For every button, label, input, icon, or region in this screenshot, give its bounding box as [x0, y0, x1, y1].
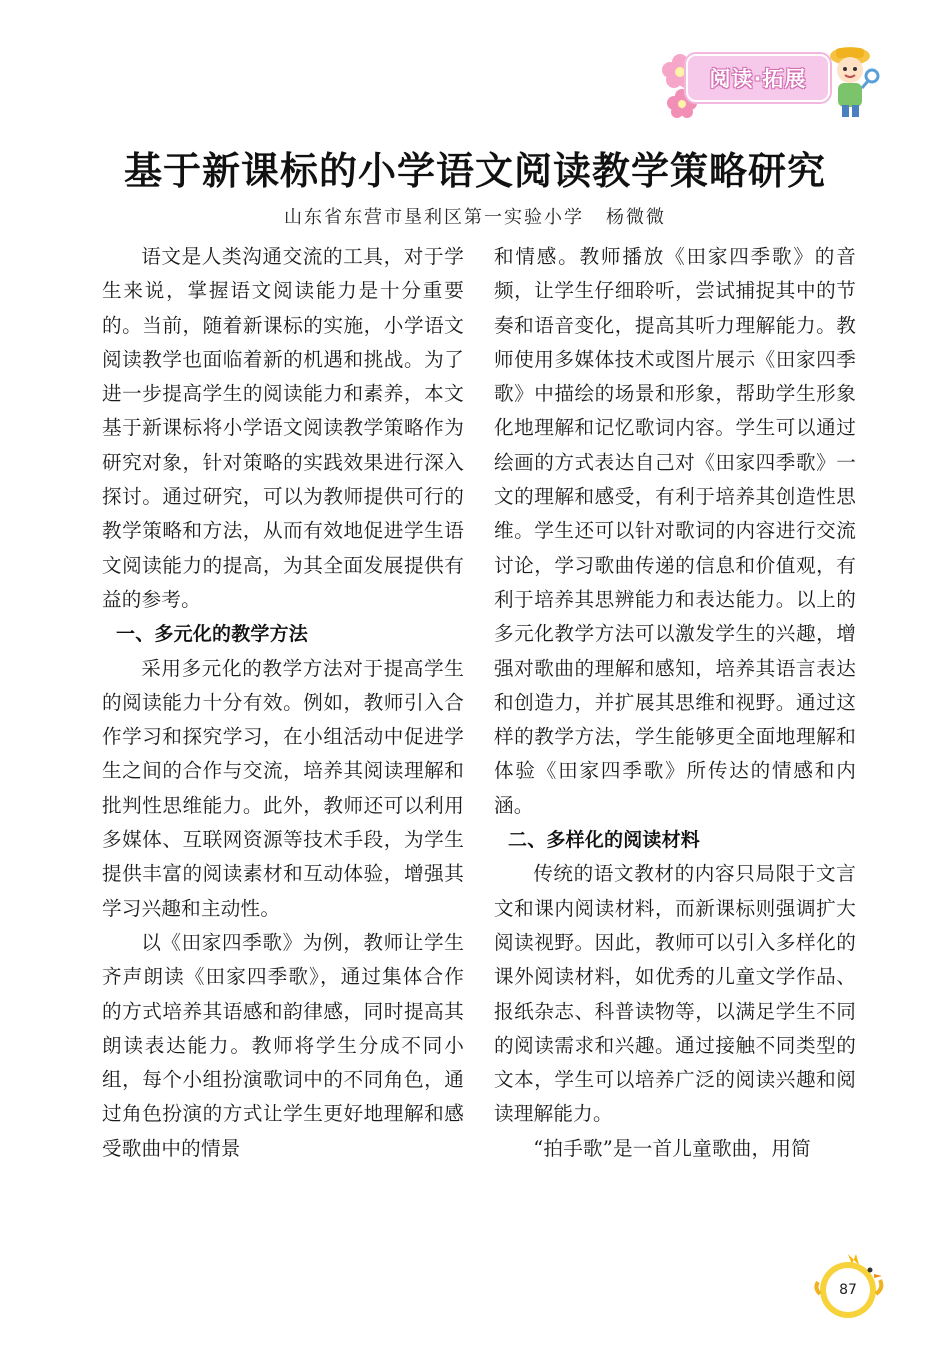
section-badge [658, 42, 878, 120]
paragraph: 传统的语文教材的内容只局限于文言文和课内阅读材料，而新课标则强调扩大阅读视野。因此，教师可以引入多样化的课外阅读材料，如优秀的儿童文学作品、报纸杂志、科普读物等，以满足学生不同的阅读需求和兴趣。通过接触不同类型的文本，学生可以培养广泛的阅读兴趣和阅读理解能力。 [494, 862, 856, 1126]
badge-label: 阅读·拓展 [709, 67, 807, 91]
paragraph: 语文是人类沟通交流的工具，对于学生来说，掌握语文阅读能力是十分重要的。当前，随着新课标的实施，小学语文阅读教学也面临着新的机遇和挑战。为了进一步提高学生的阅读能力和素养，本文基于新课标将小学语文阅读教学策略作为研究对象，针对策略的实践效果进行深入探讨。通过研究，可以为教师提供可行的教学策略和方法，从而有效地促进学生语文阅读能力的提高，为其全面发展提供有益的参考。 [102, 245, 464, 611]
paragraph: 采用多元化的教学方法对于提高学生的阅读能力十分有效。例如，教师引入合作学习和探究学习，在小组活动中促进学生之间的合作与交流，培养其阅读理解和批判性思维能力。此外，教师还可以利用多媒体、互联网资源等技术手段，为学生提供丰富的阅读素材和互动体验，增强其学习兴趣和主动性。 [102, 656, 464, 920]
paragraph: 和情感。教师播放《田家四季歌》的音频，让学生仔细聆听，尝试捕捉其中的节奏和语音变化，提高其听力理解能力。教师使用多媒体技术或图片展示《田家四季歌》中描绘的场景和形象，帮助学生形象化地理解和记忆歌词内容。学生可以通过绘画的方式表达自己对《田家四季歌》一文的理解和感受，有利于培养其创造性思维。学生还可以针对歌词的内容进行交流讨论，学习歌曲传递的信息和价值观，有利于培养其思辨能力和表达能力。以上的多元化教学方法可以激发学生的兴趣，增强对歌曲的理解和感知，培养其语言表达和创造力，并扩展其思维和视野。通过这样的教学方法，学生能够更全面地理解和体验《田家四季歌》所传达的情感和内涵。 [494, 245, 856, 817]
left-column [102, 240, 464, 1166]
paragraph: 以《田家四季歌》为例，教师让学生齐声朗读《田家四季歌》，通过集体合作的方式培养其语感和韵律感，同时提高其朗读表达能力。教师将学生分成不同小组，每个小组扮演歌词中的不同角色，通过角色扮演的方式让学生更好地理解和感受歌曲中的情景 [102, 930, 464, 1160]
author-line [0, 203, 950, 229]
author-org: 山东省东营市垦利区第一实验小学 [284, 207, 584, 228]
page-number-badge [812, 1248, 888, 1324]
right-column [494, 240, 856, 1166]
badge-box [686, 54, 830, 102]
kid-mascot-icon [824, 42, 880, 120]
section-heading: 二、多样化的阅读材料 [508, 829, 701, 852]
author-name: 杨微微 [606, 207, 666, 228]
paragraph: “拍手歌”是一首儿童歌曲，用简 [533, 1136, 811, 1160]
section-heading: 一、多元化的教学方法 [116, 623, 309, 646]
page-number: 87 [839, 1282, 857, 1298]
article-title: 基于新课标的小学语文阅读教学策略研究 [123, 149, 826, 193]
